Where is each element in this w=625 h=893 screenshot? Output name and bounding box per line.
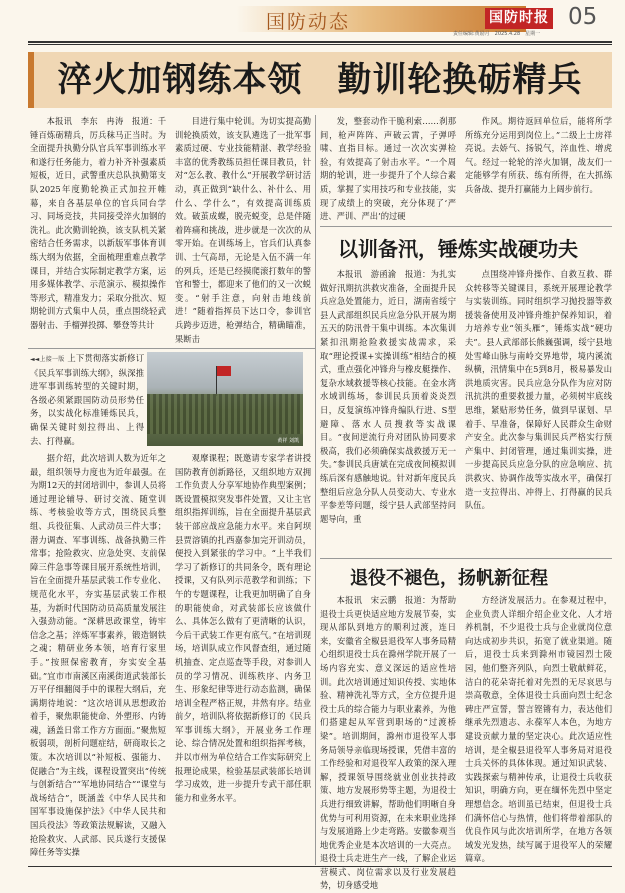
article1-col3-text: 发，整套动作干脆利索……刹那间，枪声阵阵、声破云霄，子弹呼啸、直指目标。通过一次次实弹检验，有效提高了射击水平。“一个周期的轮训，进一步提升了个人综合素质，掌握了实用技巧和专业技能，实现了成绩上的突破，充分体现了‘严进、严训、严出’的过硬 xyxy=(320,116,456,222)
article4-col1-text: 本报讯 宋云鹏 报道：为帮助退役士兵更快适应地方发展节奏，实现从部队到地方的顺利过渡，连日来，安徽省全椒县退役军人事务局精心组织退役士兵在滁州学院开展了一场内容充实、意义深远的适应性培训。此次培训通过知识传授、实地体验、精神洗礼等方式，全方位提升退役士兵的综合能力与职业素养，为他们搭建起从军营到职场的“过渡桥梁”。培训期间，滁州市退役军人事务局领导亲临现场授课，凭借丰富的工作经验和对退役军人政策的深入理解，授课领导围绕就业创业扶持政策、地方发展形势等主题，为退役士兵进行细致讲解，帮助他们明晰自身优势与可利用资源，在未来职业选择与发展道路上少走弯路。安徽参观当地优秀企业是本次培训的一大亮点。退役士兵走进生产一线，了解企业运营模式、岗位需求以及行业发展趋势，切身感受地 xyxy=(320,595,456,891)
article1-col4-text: 作风。期待返回单位后，能将所学所练充分运用到岗位上。”二级上士房祥亮说。去娇气、扬锐气，淬血性、增虎气。经过一轮轮的淬火加钢，战友们一定能够学有所获、练有所得，在大抓练兵备战、提升打赢能力上阔步前行。 xyxy=(465,116,612,194)
article4-title: 退役不褪色，扬帆新征程 xyxy=(350,568,548,589)
lead-headline: 淬火加钢练本领 勤训轮换砺精兵 xyxy=(57,60,583,100)
flag-icon xyxy=(217,366,231,376)
article3-col2-text: 点围绕冲锋舟操作、自救互救、群众转移等关键课目，系统开展理论教学与实装训练。同时组织学习抛投器等救援装备使用及冲锋舟维护保养知识，着力培养专业“领头雁”，锤炼实战“硬功夫”。县人武部部长熊巍强调，绥宁县地处雪峰山脉与南岭交界地带，境内溪流纵横，汛情集中在5到8月，极易暴发山洪地质灾害。民兵应急分队作为应对防汛抗洪的重要救援力量，必须树牢底线思维，紧贴形势任务，做到早谋划、早着手、早准备，保障好人民群众生命财产安全。此次参与集训民兵严格实行预产集中、封闭管理，通过集训实操，进一步提高民兵应急分队的应急响应、抗洪救灾、协调作战等实战水平，确保打造一支拉得出、冲得上、打得赢的民兵队伍。 xyxy=(465,269,612,511)
section-divider xyxy=(28,348,315,349)
article1-col4 xyxy=(465,115,612,223)
page-header xyxy=(0,0,625,36)
article2-col2 xyxy=(175,452,311,866)
continued-tag: ◄◄上接一版 xyxy=(30,356,65,363)
section-divider xyxy=(320,558,612,559)
photo-credit: 黄祥 刘凯 xyxy=(277,438,299,444)
continued-intro xyxy=(30,352,144,448)
article1-col2 xyxy=(175,115,311,345)
article1-col1 xyxy=(30,115,166,345)
article3-col1 xyxy=(320,268,456,554)
article2-col1-text: 据介绍，此次培训人数为近年之最，组织领导力度也为近年最强。在为期12天的封闭培训中，参训人员将通过理论辅导、研讨交流、随堂训练、考核验收等方式，围绕民兵整组、兵役征集、人武动员三件大事；潜力调查、军事训练、战备执勤三件常事；抢险救灾、应急处突、支前保障三件急事等课目展开系统性培训，旨在全面提升基层武装工作专业化、规范化水平，夯实基层武装工作根基，为新时代国防动员高质量发展注入强劲动能。“深耕思政课堂，铸牢信念之基；淬炼军事素养，锻造钢铁之魂；精研业务本领，培育行家里手。”按照保密教育，夯实安全基础。”宜市市南溪区南溪街道武装部长万平仔细翻阅手中的课程大纲后，充满期待地说：“这次培训从思想政治着手，聚焦职能使命、外塑形、内铸魂，涵盖日常工作方方面面。”聚焦短板弱项，剖析问题症结，研商取长之策。本次培训以“补短板、强能力、促融合”为主线，课程设置突出“传统与创新结合”“军地协同结合”“课堂与战场结合”，既涵盖《中华人民共和国军事设施保护法》《中华人民共和国兵役法》等政策法规解读，又融入抢险救灾、人武部、民兵遂行支援保障任务等实操 xyxy=(30,453,166,858)
footer-rule xyxy=(28,866,612,867)
masthead-logo: 国防时报 xyxy=(485,8,553,29)
soldiers-formation xyxy=(147,394,303,434)
continued-intro-text: 上下贯彻落实新修订《民兵军事训练大纲》，纵深推进军事训练转型的关键时期，各级必须紧跟国防动员形势任务，以实战化标准锤炼民兵，确保关键时刻拉得出、上得去、打得赢。 xyxy=(30,353,144,446)
training-photo xyxy=(147,352,303,446)
article1-col1-text: 本报讯 李东 冉涛 报道：千锤百炼砺精兵，厉兵秣马正当时。为全面提升执勤分队官兵军事训练水平和遂行任务能力，着力补齐补强素质短板，近日，武警重庆总队执勤第支队2025年度勤轮换正式加拉开帷幕，来自各基层单位的官兵同台学习、同场竞技，共同接受淬火加钢的洗礼。此次勤训轮换，该支队机关紧密结合任务需求，以新版军事体育训练大纲为依据，全面梳理重难点教学课目，并结合实际制定教学方案，运用多媒体教学、示范演示、模拟操作等形式，精准发力；采取分批次、短期轮训方式集中人员，重点围绕轻武器射击、手榴弹投掷、攀登等共计 xyxy=(30,116,166,330)
issue-meta: 责任编辑:黄励月 2025.4.28 星期一 xyxy=(453,31,541,37)
article3-title: 以训备汛，锤炼实战硬功夫 xyxy=(338,237,578,261)
section-divider xyxy=(320,226,612,227)
header-rule-thin xyxy=(28,44,612,45)
section-title: 国防动态 xyxy=(266,11,351,33)
article3-col1-text: 本报讯 游函渝 报道：为扎实做好汛期抗洪救灾准备，全面提升民兵应急处置能力，近日，湖南省绥宁县人武部组织民兵应急分队开展为期五天的防汛骨干集中训练。本次集训紧扣汛期抢险救援实战需求，采取“理论授课+实操训练”相结合的模式，重点强化冲锋舟与橡皮艇操作、复杂水域救援等核心技能。在金水湾水域训练场，参训民兵顶着炎炎烈日，反复演练冲锋舟编队行进、S型避障、落水人员搜救等实战课目。“夜间逆流行舟对团队协同要求极高，我们必须确保实战救援万无一失。”参训民兵唐斌在完成夜间模拟训练后深有感触地说。针对新年度民兵整组后应急分队人员变动大、专业水平参差等问题，绥宁县人武部坚持问题导向，重 xyxy=(320,269,456,524)
lead-headline-box xyxy=(28,52,612,108)
article2-col1 xyxy=(30,452,166,866)
header-rule xyxy=(28,41,612,43)
article2-col2-text: 观摩课程；既邀请专家学者讲授国防教育创新路径，又组织地方双拥工作负责人分享军地协作典型案例；既设置模拟突发事件处置，又让主官组织指挥训练，旨在全面提升基层武装干部应战应急能力水平。来自阿坝县贾溶镇的扎西嘉参加完开训动员，便投入到紧张的学习中。“上半我们学习了新修订的共同条令，既有理论授课，又有队列示范教学和训练；下午的专题课程，让我更加明确了自身的职能使命，对武装部长应该做什么、具体怎么做有了更清晰的认识，今后干武装工作更有底气。”在培训现场，培训队成立作风督查组，通过随机抽查、定点巡查等手段，对参训人员的学习情况、训练秩序、内务卫生、形象纪律等进行动态监测，确保培训全程严格正规，井然有序。结业前夕，培训队将依据新修订的《民兵军事训练大纲》，开展业务工作理论、综合情况处置和组织指挥考核，并以市州为单位结合工作实际研究上报理论成果，检验基层武装部长培训学习成效，进一步提升专武干部任职能力和业务水平。 xyxy=(175,453,311,803)
article1-col3 xyxy=(320,115,456,223)
article3-col2 xyxy=(465,268,612,554)
column-divider xyxy=(315,115,316,865)
article4-col2-text: 方经济发展活力。在参观过程中，企业负责人详细介绍企业文化、人才培养机制，不少退役士兵与企业就岗位意向达成初步共识，拓宽了就业渠道。随后，退役士兵来到滁州市镜园烈士陵园，他们整齐列队，向烈士敬献鲜花，洁白的花朵寄托着对先烈的无尽哀思与崇高敬意，全体退役士兵面向烈士纪念碑庄严宣誓，誓言铿锵有力，表达他们继承先烈遗志、永葆军人本色，为地方建设贡献力量的坚定决心。此次适应性培训，是全椒县退役军人事务局对退役士兵关怀的具体体现。通过知识武装、实践探索与精神传承，让退役士兵收获知识，明确方向，更在缅怀先烈中坚定理想信念。培训虽已结束，但退役士兵们满怀信心与热情，他们将带着部队的优良作风与此次培训所学，在地方各领域发光发热，续写属于退役军人的荣耀篇章。 xyxy=(465,595,612,864)
article1-col2-text: 目进行集中轮训。为切实提高勤训轮换质效，该支队遴选了一批军事素质过硬、专业技能精湛、教学经验丰富的优秀教练员担任课目教员，针对“怎么教、教什么”开展教学研讨活动，真正做到“缺什么、补什么、用什么、学什么”，有效提高训练质效。破茧成蝶，脱壳蜕变，总是伴随着阵痛和挑战，进步就是一次次的从零开始。在训练场上，官兵们认真参训、士气高昂，无论是入伍不满一年的列兵，还是已经摸爬滚打数年的警官和警士，都迎来了他们的又一次蜕变。“射手注意，向射击地线前进！”随着指挥员下达口令，参训官兵跨步迈进，枪弹结合，精确瞄准，果断击 xyxy=(175,116,311,344)
article4-col1 xyxy=(320,594,456,891)
page-number: 05 xyxy=(568,4,598,30)
article4-col2 xyxy=(465,594,612,866)
